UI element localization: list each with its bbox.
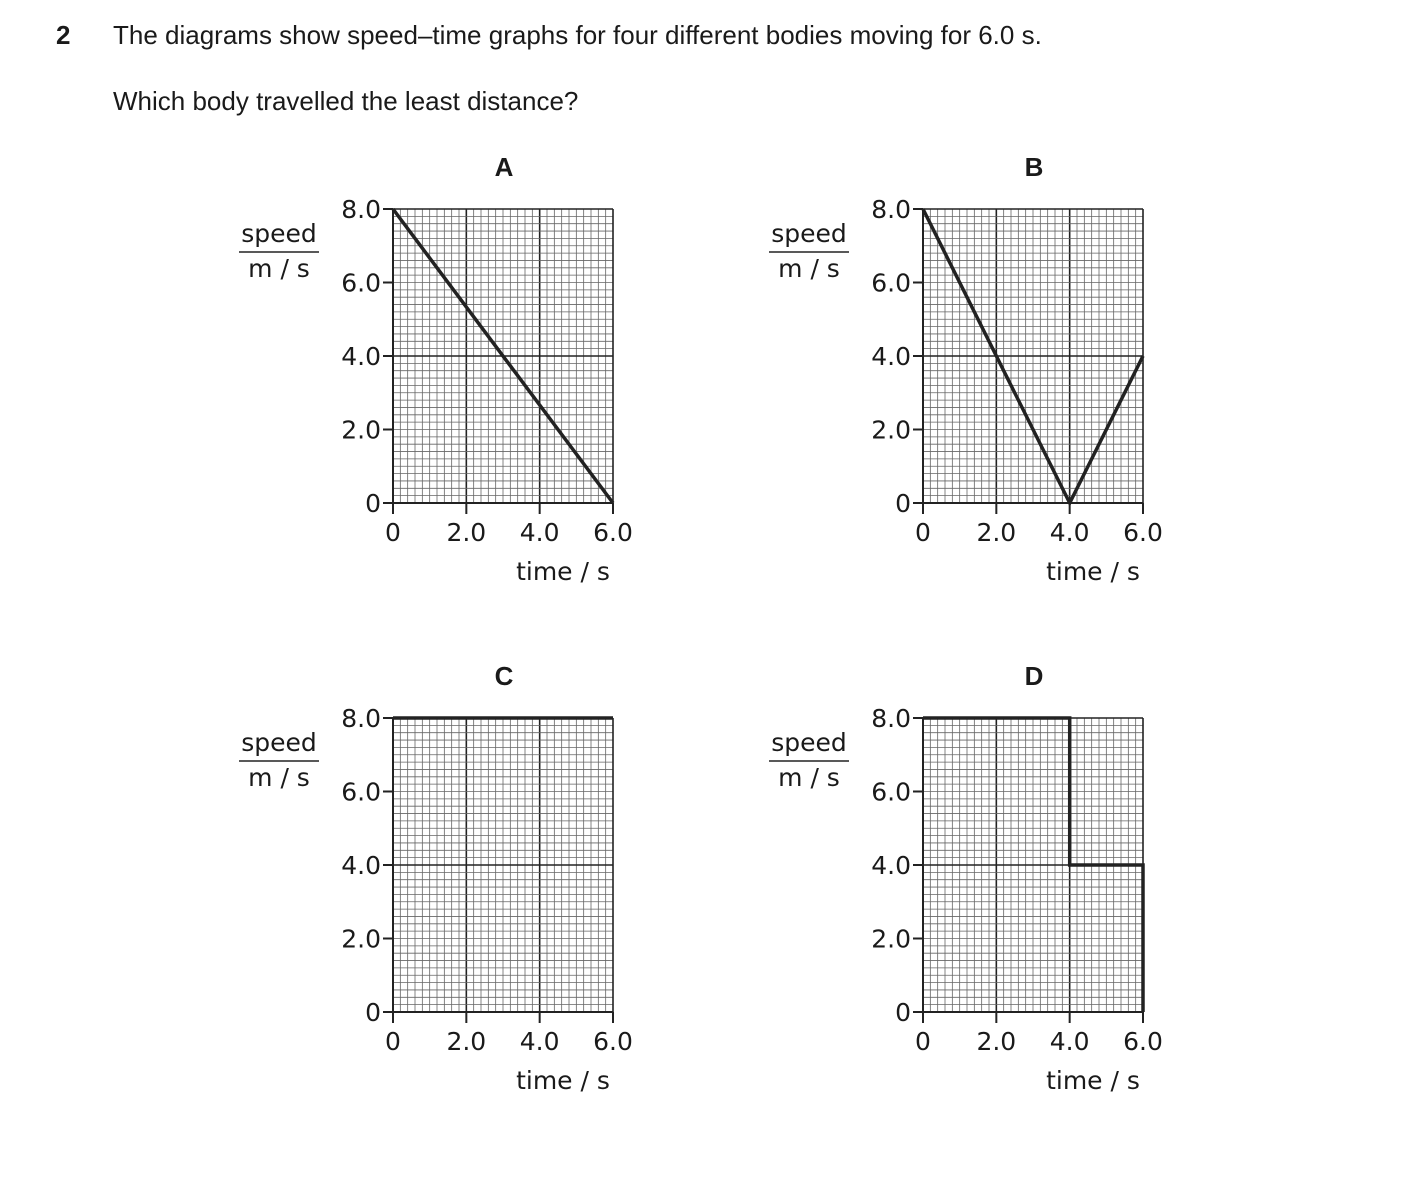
graph-title: A	[494, 152, 514, 182]
y-axis-label-top: speed	[771, 219, 847, 248]
graph-title: C	[494, 661, 514, 691]
y-axis-label-top: speed	[771, 728, 847, 757]
x-axis-label: time / s	[516, 1066, 610, 1095]
y-tick-label: 4.0	[341, 851, 381, 880]
y-tick-label: 6.0	[341, 777, 381, 807]
y-tick-label: 2.0	[871, 924, 911, 954]
graph-title: D	[1024, 661, 1044, 691]
x-tick-label: 2.0	[446, 518, 487, 547]
y-tick-label: 0	[365, 998, 381, 1027]
x-tick-label: 4.0	[1049, 1027, 1090, 1056]
y-tick-label: 8.0	[871, 195, 911, 224]
x-tick-label: 4.0	[1049, 518, 1090, 547]
x-axis-label: time / s	[1046, 557, 1140, 586]
graph-d	[769, 661, 1163, 1095]
y-tick-label: 0	[895, 998, 911, 1027]
x-tick-label: 0	[385, 518, 401, 547]
y-axis-label-bottom: m / s	[248, 763, 310, 792]
y-tick-label: 0	[365, 489, 381, 518]
x-tick-label: 2.0	[446, 1027, 487, 1056]
y-tick-label: 4.0	[341, 342, 381, 371]
y-tick-label: 2.0	[341, 924, 381, 954]
x-tick-label: 2.0	[976, 518, 1017, 547]
x-axis-label: time / s	[1046, 1066, 1140, 1095]
y-axis-label-top: speed	[241, 219, 317, 248]
question-text: The diagrams show speed–time graphs for four different bodies moving for 6.0 s.	[113, 20, 1042, 50]
grid	[923, 209, 1143, 503]
y-tick-label: 8.0	[341, 704, 381, 733]
x-tick-label: 4.0	[519, 518, 560, 547]
question-prompt: Which body travelled the least distance?	[113, 86, 579, 116]
y-axis-label-top: speed	[241, 728, 317, 757]
x-tick-label: 0	[915, 518, 931, 547]
x-tick-label: 6.0	[593, 518, 633, 547]
graph-a	[239, 152, 633, 586]
y-axis-label-bottom: m / s	[248, 254, 310, 283]
x-tick-label: 6.0	[1123, 1027, 1163, 1056]
y-tick-label: 6.0	[871, 268, 911, 298]
y-tick-label: 0	[895, 489, 911, 518]
x-tick-label: 4.0	[519, 1027, 560, 1056]
y-tick-label: 8.0	[871, 704, 911, 733]
x-tick-label: 6.0	[1123, 518, 1163, 547]
x-axis-label: time / s	[516, 557, 610, 586]
graph-b	[769, 152, 1163, 586]
y-axis-label-bottom: m / s	[778, 763, 840, 792]
y-tick-label: 2.0	[341, 415, 381, 445]
graph-c	[239, 661, 633, 1095]
graph-title: B	[1024, 152, 1044, 182]
question-number: 2	[56, 20, 71, 50]
y-axis-label-bottom: m / s	[778, 254, 840, 283]
y-tick-label: 4.0	[871, 342, 911, 371]
x-tick-label: 2.0	[976, 1027, 1017, 1056]
grid	[393, 718, 613, 1012]
y-tick-label: 6.0	[871, 777, 911, 807]
x-tick-label: 0	[385, 1027, 401, 1056]
x-tick-label: 0	[915, 1027, 931, 1056]
x-tick-label: 6.0	[593, 1027, 633, 1056]
y-tick-label: 4.0	[871, 851, 911, 880]
y-tick-label: 8.0	[341, 195, 381, 224]
y-tick-label: 6.0	[341, 268, 381, 298]
y-tick-label: 2.0	[871, 415, 911, 445]
